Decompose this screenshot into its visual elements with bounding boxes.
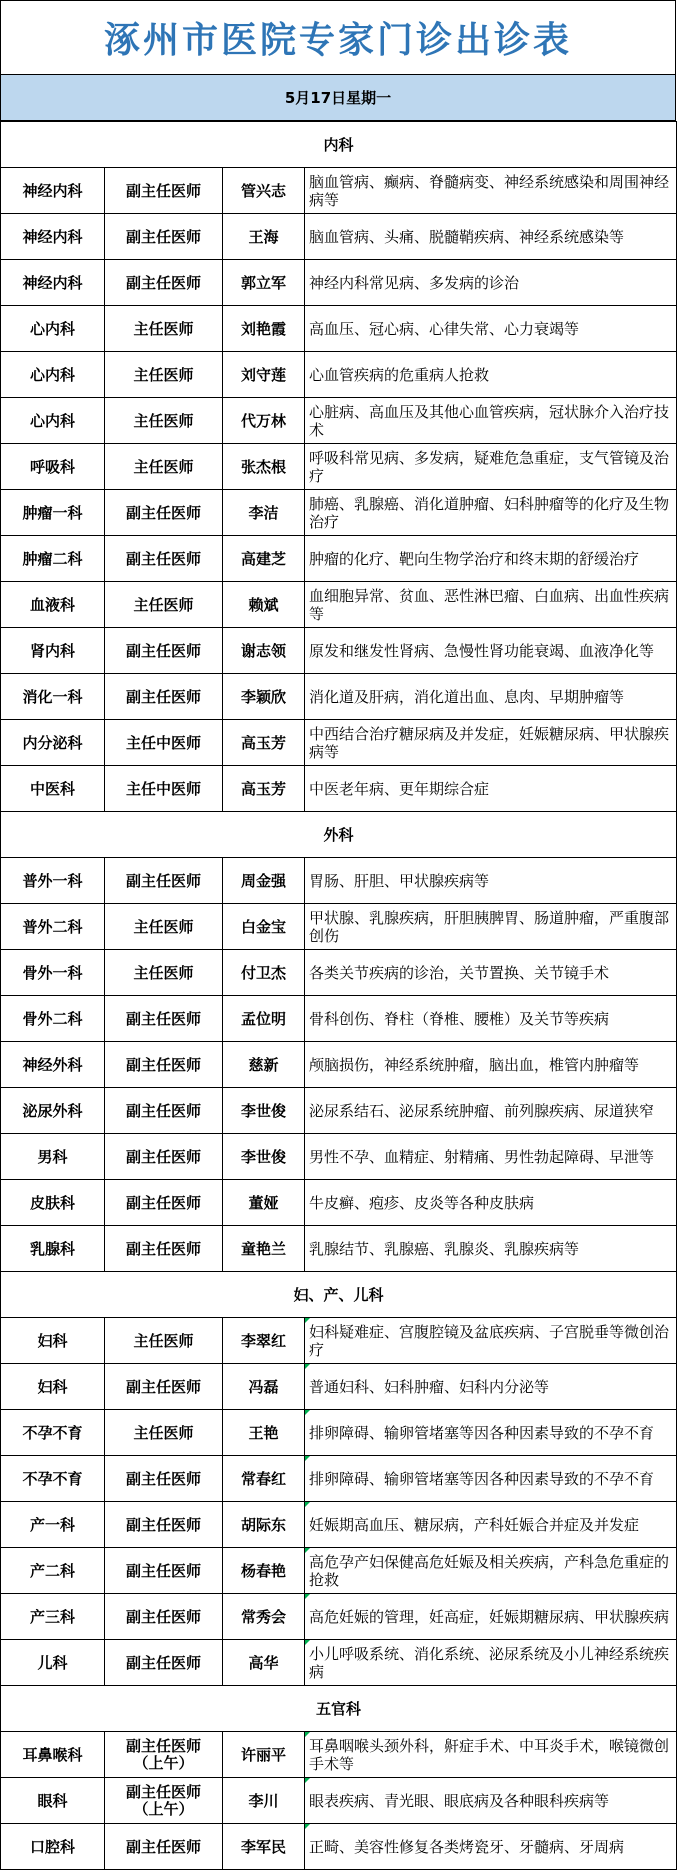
title-cell: 副主任医师	[105, 1042, 223, 1088]
table-row	[1, 1732, 677, 1778]
table-row	[1, 766, 677, 812]
department-cell: 口腔科	[1, 1824, 105, 1870]
department-cell: 男科	[1, 1134, 105, 1180]
title-cell: 主任医师	[105, 1318, 223, 1364]
title-cell: 副主任医师	[105, 1502, 223, 1548]
title-cell: 副主任医师	[105, 1088, 223, 1134]
table-row	[1, 1456, 677, 1502]
specialty-cell: 高危孕产妇保健高危妊娠及相关疾病，产科急危重症的抢救	[305, 1548, 677, 1594]
doctor-name-cell: 王艳	[223, 1410, 305, 1456]
doctor-name-cell: 孟位明	[223, 996, 305, 1042]
table-row	[1, 1088, 677, 1134]
title-cell	[105, 1732, 223, 1778]
doctor-name-cell: 周金强	[223, 858, 305, 904]
session-note: （上午）	[133, 1799, 194, 1818]
doctor-name-cell: 许丽平	[223, 1732, 305, 1778]
doctor-name-cell: 慈新	[223, 1042, 305, 1088]
specialty-cell: 甲状腺、乳腺疾病，肝胆胰脾胃、肠道肿瘤，严重腹部创伤	[305, 904, 677, 950]
table-row	[1, 1594, 677, 1640]
title-cell: 主任医师	[105, 306, 223, 352]
specialty-cell: 牛皮癣、疱疹、皮炎等各种皮肤病	[305, 1180, 677, 1226]
doctor-name-cell: 李军民	[223, 1824, 305, 1870]
department-cell: 乳腺科	[1, 1226, 105, 1272]
specialty-cell: 高危妊娠的管理，妊高症，妊娠期糖尿病、甲状腺疾病	[305, 1594, 677, 1640]
table-row	[1, 858, 677, 904]
specialty-cell: 各类关节疾病的诊治，关节置换、关节镜手术	[305, 950, 677, 996]
title-cell: 主任医师	[105, 398, 223, 444]
specialty-cell: 神经内科常见病、多发病的诊治	[305, 260, 677, 306]
table-row	[1, 1364, 677, 1410]
department-cell: 产一科	[1, 1502, 105, 1548]
specialty-cell: 耳鼻咽喉头颈外科，鼾症手术、中耳炎手术，喉镜微创手术等	[305, 1732, 677, 1778]
department-cell: 中医科	[1, 766, 105, 812]
doctor-name-cell: 李翠红	[223, 1318, 305, 1364]
title-cell: 副主任医师	[105, 1134, 223, 1180]
specialty-cell: 颅脑损伤，神经系统肿瘤，脑出血，椎管内肿瘤等	[305, 1042, 677, 1088]
table-row	[1, 628, 677, 674]
title-cell: 主任医师	[105, 950, 223, 996]
table-row	[1, 904, 677, 950]
doctor-name-cell: 高华	[223, 1640, 305, 1686]
title-cell: 副主任医师	[105, 1364, 223, 1410]
department-cell: 肿瘤一科	[1, 490, 105, 536]
department-cell: 血液科	[1, 582, 105, 628]
department-cell: 妇科	[1, 1364, 105, 1410]
section-header-row	[1, 812, 677, 858]
title-cell: 副主任医师	[105, 214, 223, 260]
table-row	[1, 168, 677, 214]
specialty-cell: 血细胞异常、贫血、恶性淋巴瘤、白血病、出血性疾病等	[305, 582, 677, 628]
doctor-name-cell: 李世俊	[223, 1134, 305, 1180]
doctor-name-cell: 代万林	[223, 398, 305, 444]
table-row	[1, 214, 677, 260]
doctor-name-cell: 白金宝	[223, 904, 305, 950]
specialty-cell: 胃肠、肝胆、甲状腺疾病等	[305, 858, 677, 904]
specialty-cell: 呼吸科常见病、多发病，疑难危急重症，支气管镜及治疗	[305, 444, 677, 490]
doctor-name-cell: 杨春艳	[223, 1548, 305, 1594]
department-cell: 不孕不育	[1, 1456, 105, 1502]
department-cell: 消化一科	[1, 674, 105, 720]
section-title: 妇、产、儿科	[1, 1272, 677, 1318]
doctor-name-cell: 付卫杰	[223, 950, 305, 996]
department-cell: 产三科	[1, 1594, 105, 1640]
specialty-cell: 脑血管病、头痛、脱髓鞘疾病、神经系统感染等	[305, 214, 677, 260]
table-row	[1, 1134, 677, 1180]
department-cell: 神经内科	[1, 168, 105, 214]
specialty-cell: 乳腺结节、乳腺癌、乳腺炎、乳腺疾病等	[305, 1226, 677, 1272]
table-row	[1, 260, 677, 306]
table-row	[1, 582, 677, 628]
table-row	[1, 1548, 677, 1594]
table-row	[1, 1318, 677, 1364]
table-row	[1, 398, 677, 444]
section-header-row	[1, 1686, 677, 1732]
department-cell: 神经外科	[1, 1042, 105, 1088]
title-cell: 主任医师	[105, 904, 223, 950]
specialty-cell: 肺癌、乳腺癌、消化道肿瘤、妇科肿瘤等的化疗及生物治疗	[305, 490, 677, 536]
department-cell: 妇科	[1, 1318, 105, 1364]
doctor-name-cell: 谢志领	[223, 628, 305, 674]
specialty-cell: 消化道及肝病，消化道出血、息肉、早期肿瘤等	[305, 674, 677, 720]
table-row	[1, 306, 677, 352]
doctor-name-cell: 童艳兰	[223, 1226, 305, 1272]
date-label: 5月17日星期一	[284, 89, 392, 107]
doctor-name-cell: 董娅	[223, 1180, 305, 1226]
specialty-cell: 中西结合治疗糖尿病及并发症，妊娠糖尿病、甲状腺疾病等	[305, 720, 677, 766]
doctor-name-cell: 张杰根	[223, 444, 305, 490]
doctor-name-cell: 刘艳霞	[223, 306, 305, 352]
title-line: 副主任医师	[125, 1736, 201, 1755]
title-cell: 副主任医师	[105, 1456, 223, 1502]
specialty-cell: 妊娠期高血压、糖尿病，产科妊娠合并症及并发症	[305, 1502, 677, 1548]
doctor-name-cell: 刘守莲	[223, 352, 305, 398]
section-header-row	[1, 122, 677, 168]
page-title: 涿州市医院专家门诊出诊表	[103, 20, 572, 61]
table-row	[1, 1778, 677, 1824]
date-bar	[0, 75, 676, 121]
table-row	[1, 720, 677, 766]
specialty-cell: 高血压、冠心病、心律失常、心力衰竭等	[305, 306, 677, 352]
doctor-name-cell: 李颖欣	[223, 674, 305, 720]
title-cell: 副主任医师	[105, 168, 223, 214]
title-cell: 主任医师	[105, 444, 223, 490]
doctor-name-cell: 郭立军	[223, 260, 305, 306]
title-cell: 副主任医师	[105, 1226, 223, 1272]
title-cell: 副主任医师	[105, 628, 223, 674]
department-cell: 骨外二科	[1, 996, 105, 1042]
session-note: （上午）	[133, 1753, 194, 1772]
title-cell: 主任医师	[105, 582, 223, 628]
title-cell: 副主任医师	[105, 1180, 223, 1226]
department-cell: 皮肤科	[1, 1180, 105, 1226]
specialty-cell: 排卵障碍、输卵管堵塞等因各种因素导致的不孕不育	[305, 1456, 677, 1502]
department-cell: 神经内科	[1, 260, 105, 306]
department-cell: 产二科	[1, 1548, 105, 1594]
title-cell: 主任医师	[105, 352, 223, 398]
title-cell: 副主任医师	[105, 490, 223, 536]
department-cell: 心内科	[1, 352, 105, 398]
doctor-name-cell: 常春红	[223, 1456, 305, 1502]
table-row	[1, 1042, 677, 1088]
doctor-name-cell: 管兴志	[223, 168, 305, 214]
table-row	[1, 1824, 677, 1870]
specialty-cell: 脑血管病、癫病、脊髓病变、神经系统感染和周围神经病等	[305, 168, 677, 214]
table-row	[1, 536, 677, 582]
doctor-name-cell: 高玉芳	[223, 766, 305, 812]
doctor-name-cell: 冯磊	[223, 1364, 305, 1410]
schedule-body	[1, 122, 677, 1870]
doctor-name-cell: 高建芝	[223, 536, 305, 582]
doctor-name-cell: 李洁	[223, 490, 305, 536]
section-title: 外科	[1, 812, 677, 858]
table-row	[1, 1226, 677, 1272]
department-cell: 耳鼻喉科	[1, 1732, 105, 1778]
department-cell: 心内科	[1, 398, 105, 444]
table-row	[1, 352, 677, 398]
doctor-name-cell: 胡际东	[223, 1502, 305, 1548]
table-row	[1, 996, 677, 1042]
department-cell: 神经内科	[1, 214, 105, 260]
doctor-name-cell: 高玉芳	[223, 720, 305, 766]
title-cell: 副主任医师	[105, 536, 223, 582]
department-cell: 儿科	[1, 1640, 105, 1686]
specialty-cell: 中医老年病、更年期综合症	[305, 766, 677, 812]
department-cell: 内分泌科	[1, 720, 105, 766]
specialty-cell: 心脏病、高血压及其他心血管疾病，冠状脉介入治疗技术	[305, 398, 677, 444]
table-row	[1, 444, 677, 490]
title-cell: 副主任医师	[105, 1824, 223, 1870]
department-cell: 眼科	[1, 1778, 105, 1824]
department-cell: 肿瘤二科	[1, 536, 105, 582]
title-bar	[0, 0, 676, 75]
specialty-cell: 普通妇科、妇科肿瘤、妇科内分泌等	[305, 1364, 677, 1410]
table-row	[1, 1180, 677, 1226]
section-title: 五官科	[1, 1686, 677, 1732]
title-cell: 主任中医师	[105, 720, 223, 766]
doctor-name-cell: 赖斌	[223, 582, 305, 628]
doctor-name-cell: 王海	[223, 214, 305, 260]
title-cell: 副主任医师	[105, 1594, 223, 1640]
department-cell: 普外一科	[1, 858, 105, 904]
specialty-cell: 骨科创伤、脊柱（脊椎、腰椎）及关节等疾病	[305, 996, 677, 1042]
title-cell: 副主任医师	[105, 1640, 223, 1686]
department-cell: 呼吸科	[1, 444, 105, 490]
section-title: 内科	[1, 122, 677, 168]
specialty-cell: 眼表疾病、青光眼、眼底病及各种眼科疾病等	[305, 1778, 677, 1824]
specialty-cell: 原发和继发性肾病、急慢性肾功能衰竭、血液净化等	[305, 628, 677, 674]
schedule-table	[0, 121, 677, 1870]
table-row	[1, 950, 677, 996]
title-cell: 主任医师	[105, 1410, 223, 1456]
specialty-cell: 正畸、美容性修复各类烤瓷牙、牙髓病、牙周病	[305, 1824, 677, 1870]
specialty-cell: 小儿呼吸系统、消化系统、泌尿系统及小儿神经系统疾病	[305, 1640, 677, 1686]
doctor-name-cell: 李川	[223, 1778, 305, 1824]
table-row	[1, 1640, 677, 1686]
department-cell: 肾内科	[1, 628, 105, 674]
department-cell: 普外二科	[1, 904, 105, 950]
table-row	[1, 1410, 677, 1456]
title-line: 副主任医师	[125, 1782, 201, 1801]
title-cell: 副主任医师	[105, 858, 223, 904]
table-row	[1, 674, 677, 720]
specialty-cell: 肿瘤的化疗、靶向生物学治疗和终末期的舒缓治疗	[305, 536, 677, 582]
department-cell: 不孕不育	[1, 1410, 105, 1456]
doctor-name-cell: 常秀会	[223, 1594, 305, 1640]
department-cell: 泌尿外科	[1, 1088, 105, 1134]
table-row	[1, 490, 677, 536]
section-header-row	[1, 1272, 677, 1318]
table-row	[1, 1502, 677, 1548]
department-cell: 心内科	[1, 306, 105, 352]
specialty-cell: 妇科疑难症、宫腹腔镜及盆底疾病、子宫脱垂等微创治疗	[305, 1318, 677, 1364]
specialty-cell: 排卵障碍、输卵管堵塞等因各种因素导致的不孕不育	[305, 1410, 677, 1456]
title-cell: 副主任医师	[105, 1548, 223, 1594]
specialty-cell: 男性不孕、血精症、射精痛、男性勃起障碍、早泄等	[305, 1134, 677, 1180]
title-cell: 副主任医师	[105, 996, 223, 1042]
title-cell: 副主任医师	[105, 674, 223, 720]
title-cell	[105, 1778, 223, 1824]
title-cell: 主任中医师	[105, 766, 223, 812]
title-cell: 副主任医师	[105, 260, 223, 306]
specialty-cell: 心血管疾病的危重病人抢救	[305, 352, 677, 398]
specialty-cell: 泌尿系结石、泌尿系统肿瘤、前列腺疾病、尿道狭窄	[305, 1088, 677, 1134]
doctor-name-cell: 李世俊	[223, 1088, 305, 1134]
department-cell: 骨外一科	[1, 950, 105, 996]
